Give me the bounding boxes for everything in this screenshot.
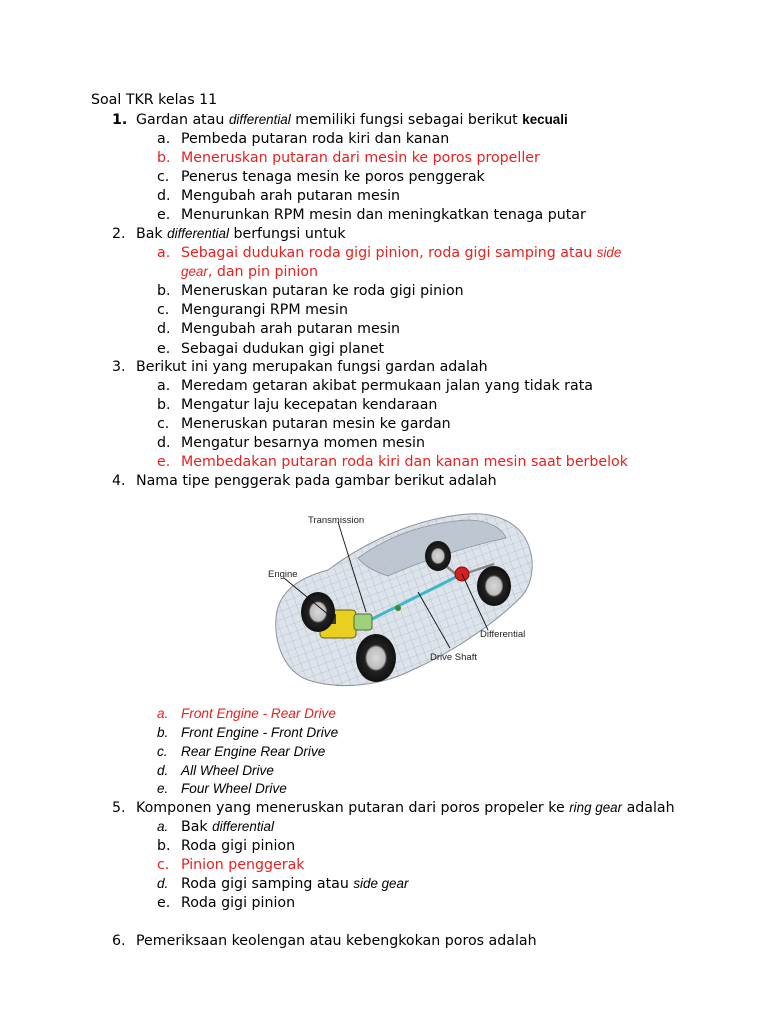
label-engine: Engine: [268, 569, 298, 580]
question-1: 1. Gardan atau differential memiliki fungsi sebagai berikut kecuali: [112, 112, 568, 128]
question-6: 6. Pemeriksaan keolengan atau kebengkokan poros adalah: [112, 933, 537, 949]
option-5b: b. Roda gigi pinion: [157, 838, 296, 854]
option-4c: c. Rear Engine Rear Drive: [157, 744, 326, 759]
answer-option-4a: a. Front Engine - Rear Drive: [157, 706, 336, 721]
question-5: 5. Komponen yang meneruskan putaran dari poros propeler ke ring gear adalah: [112, 800, 675, 816]
option-3c: c. Meneruskan putaran mesin ke gardan: [157, 416, 451, 432]
label-drive-shaft: Drive Shaft: [430, 652, 477, 663]
car-drivetrain-figure: [258, 500, 550, 698]
option-4b: b. Front Engine - Front Drive: [157, 725, 339, 740]
option-5e: e. Roda gigi pinion: [157, 895, 296, 911]
option-5a: a. Bak differential: [157, 819, 274, 835]
front-right-wheel: [356, 634, 396, 682]
question-2: 2. Bak differential berfungsi untuk: [112, 226, 346, 242]
option-5d: d. Roda gigi samping atau side gear: [157, 876, 409, 892]
question-3: 3. Berikut ini yang merupakan fungsi gardan adalah: [112, 359, 488, 375]
question-number: 4.: [112, 473, 126, 489]
option-4e: e. Four Wheel Drive: [157, 781, 287, 796]
option-3b: b. Mengatur laju kecepatan kendaraan: [157, 397, 438, 413]
answer-option-2a: a. Sebagai dudukan roda gigi pinion, roda gigi samping atau side: [157, 245, 622, 261]
question-number: 1.: [112, 112, 128, 128]
option-1c: c. Penerus tenaga mesin ke poros penggerak: [157, 169, 485, 185]
option-2e: e. Sebagai dudukan gigi planet: [157, 341, 385, 357]
answer-option-2a-continued: gear, dan pin pinion: [181, 264, 319, 280]
option-4d: d. All Wheel Drive: [157, 763, 274, 778]
rear-right-wheel: [477, 566, 511, 606]
option-2b: b. Meneruskan putaran ke roda gigi pinion: [157, 283, 464, 299]
option-2c: c. Mengurangi RPM mesin: [157, 302, 348, 318]
question-number: 5.: [112, 800, 126, 816]
label-differential: Differential: [480, 629, 526, 640]
option-3d: d. Mengatur besarnya momen mesin: [157, 435, 425, 451]
label-transmission: Transmission: [308, 515, 365, 526]
transmission-unit: [354, 614, 372, 630]
option-1a: a. Pembeda putaran roda kiri dan kanan: [157, 131, 450, 147]
question-4: 4. Nama tipe penggerak pada gambar berikut adalah: [112, 473, 497, 489]
option-3a: a. Meredam getaran akibat permukaan jalan yang tidak rata: [157, 378, 593, 394]
document-title: Soal TKR kelas 11: [91, 92, 218, 108]
rear-left-wheel: [425, 541, 451, 571]
answer-option-1b: b. Meneruskan putaran dari mesin ke poros propeller: [157, 150, 540, 166]
question-number: 3.: [112, 359, 126, 375]
option-2d: d. Mengubah arah putaran mesin: [157, 321, 401, 337]
front-left-wheel: [301, 592, 335, 632]
answer-option-3e: e. Membedakan putaran roda kiri dan kanan mesin saat berbelok: [157, 454, 628, 470]
option-1d: d. Mengubah arah putaran mesin: [157, 188, 401, 204]
answer-option-5c: c. Pinion penggerak: [157, 857, 305, 873]
option-1e: e. Menurunkan RPM mesin dan meningkatkan tenaga putar: [157, 207, 586, 223]
question-number: 6.: [112, 933, 126, 949]
question-number: 2.: [112, 226, 126, 242]
